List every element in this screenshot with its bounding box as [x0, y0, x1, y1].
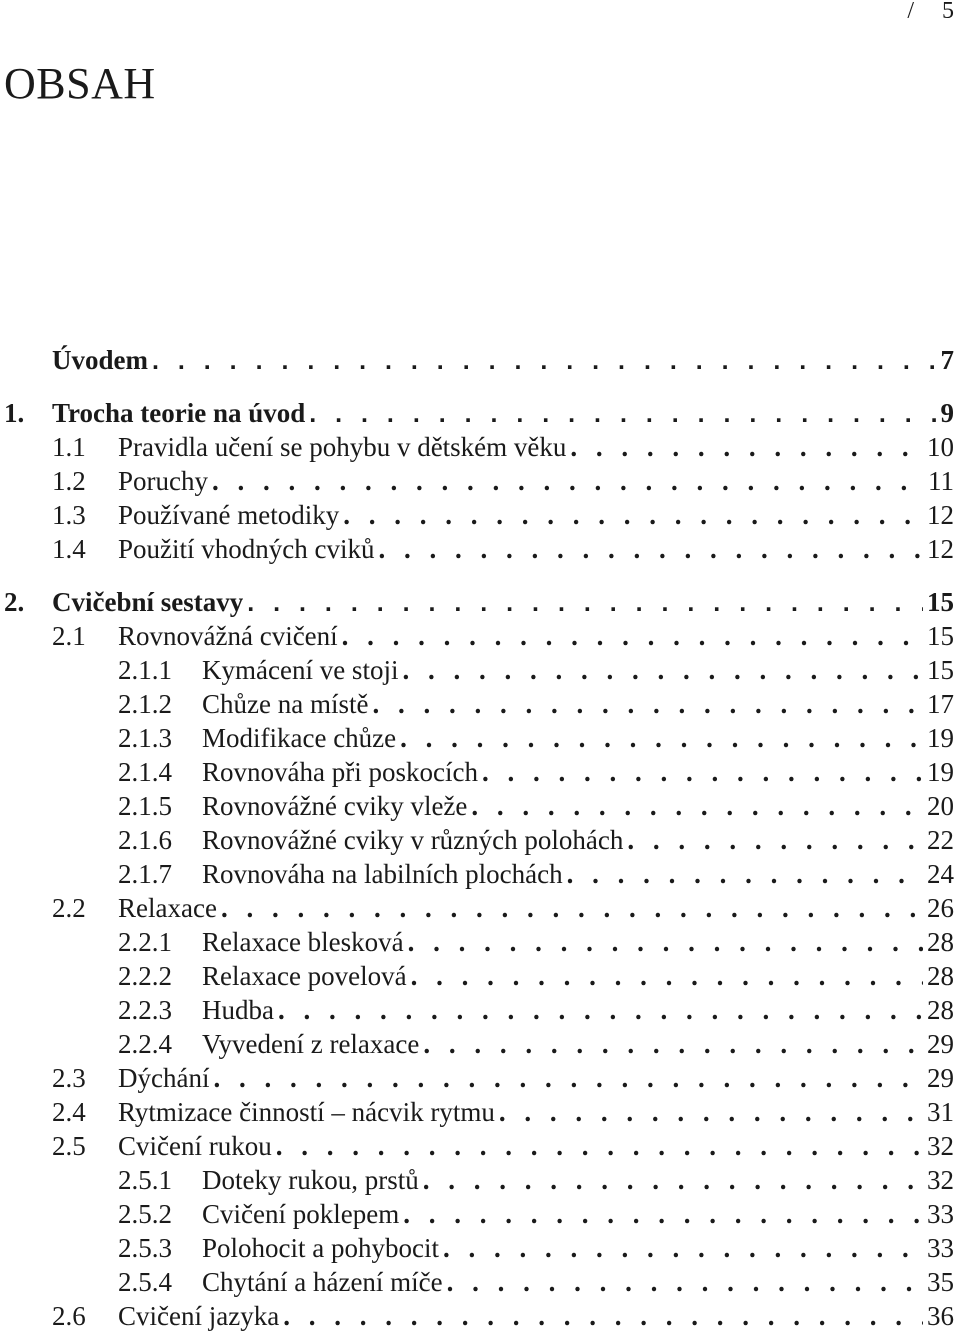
- toc-entry-number: 2.1.6: [118, 825, 172, 855]
- dot-leader: [283, 1299, 923, 1333]
- toc-entry-label: Relaxace blesková: [202, 927, 404, 957]
- toc-entry-page: 35: [927, 1267, 954, 1297]
- toc-entry-label: Modifikace chůze: [202, 723, 397, 753]
- toc-entry-page: 32: [927, 1131, 954, 1161]
- toc-entry-number: 2.1.2: [118, 689, 172, 719]
- toc-entry-2-1-4[interactable]: [118, 755, 954, 789]
- toc-entry-2-6[interactable]: [52, 1299, 954, 1333]
- toc-entry-2-2[interactable]: [52, 891, 954, 925]
- toc-entry-label: Rytmizace činností – nácvik rytmu: [118, 1097, 495, 1127]
- dot-leader: [567, 857, 923, 891]
- toc-entry-number: 2.5.2: [118, 1199, 172, 1229]
- toc-entry-page: 33: [927, 1199, 954, 1229]
- dot-leader: [276, 1129, 923, 1163]
- toc-entry-chapter-2[interactable]: [4, 585, 954, 619]
- toc-entry-page: 33: [927, 1233, 954, 1263]
- dot-leader: [408, 925, 923, 959]
- toc-entry-2-2-2[interactable]: [118, 959, 954, 993]
- toc-entry-page: 28: [927, 961, 954, 991]
- dot-leader: [570, 430, 923, 464]
- toc-entry-2-5-2[interactable]: [118, 1197, 954, 1231]
- toc-entry-number: 2.5: [52, 1131, 86, 1161]
- toc-entry-number: 1.1: [52, 432, 86, 462]
- toc-entry-number: 2.5.3: [118, 1233, 172, 1263]
- toc-entry-label: Cvičení rukou: [118, 1131, 272, 1161]
- toc-entry-number: 2.1.1: [118, 655, 172, 685]
- toc-entry-number: 2.1.5: [118, 791, 172, 821]
- dot-leader: [423, 1163, 923, 1197]
- toc-entry-number: 2.: [4, 587, 25, 617]
- page-header: [907, 0, 954, 25]
- toc-entry-label: Rovnovážné cviky vleže: [202, 791, 468, 821]
- toc-entry-page: 15: [927, 655, 954, 685]
- toc-entry-number: 2.1.3: [118, 723, 172, 753]
- toc-entry-2-2-3[interactable]: [118, 993, 954, 1027]
- page-title: OBSAH: [4, 59, 156, 108]
- dot-leader: [372, 687, 923, 721]
- toc-entry-label: Kymácení ve stoji: [202, 655, 399, 685]
- toc-entry-page: 19: [927, 723, 954, 753]
- toc-entry-page: 9: [940, 398, 954, 428]
- toc-entry-page: 31: [927, 1097, 954, 1127]
- page-number: 5: [942, 0, 954, 24]
- toc-entry-page: 10: [927, 432, 954, 462]
- toc-entry-page: 7: [940, 345, 954, 375]
- toc-entry-2-2-4[interactable]: [118, 1027, 954, 1061]
- toc-entry-number: 2.1.7: [118, 859, 172, 889]
- toc-entry-page: 19: [927, 757, 954, 787]
- toc-entry-label: Cvičební sestavy: [52, 587, 244, 617]
- dot-leader: [411, 959, 923, 993]
- dot-leader: [402, 653, 923, 687]
- dot-leader: [342, 619, 923, 653]
- dot-leader: [213, 1061, 923, 1095]
- toc-entry-number: 2.5.4: [118, 1267, 172, 1297]
- toc-entry-page: 26: [927, 893, 954, 923]
- toc-entry-label: Polohocit a pohybocit: [202, 1233, 439, 1263]
- toc-entry-label: Úvodem: [52, 345, 148, 375]
- toc-entry-page: 12: [927, 534, 954, 564]
- toc-entry-label: Vyvedení z relaxace: [202, 1029, 420, 1059]
- dot-leader: [403, 1197, 923, 1231]
- toc-entry-2-5-4[interactable]: [118, 1265, 954, 1299]
- toc-entry-label: Rovnovážné cviky v různých polohách: [202, 825, 624, 855]
- toc-entry-2-1[interactable]: [52, 619, 954, 653]
- toc-entry-number: 2.2.2: [118, 961, 172, 991]
- toc-entry-2-1-6[interactable]: [118, 823, 954, 857]
- header-separator: /: [907, 0, 914, 24]
- toc-entry-1-4[interactable]: [52, 532, 954, 566]
- dot-leader: [212, 464, 924, 498]
- toc-entry-number: 2.6: [52, 1301, 86, 1331]
- dot-leader: [443, 1231, 923, 1265]
- toc-entry-page: 28: [927, 995, 954, 1025]
- dot-leader: [343, 498, 923, 532]
- toc-entry-number: 2.2: [52, 893, 86, 923]
- toc-entry-page: 20: [927, 791, 954, 821]
- dot-leader: [482, 755, 923, 789]
- toc-entry-page: 29: [927, 1029, 954, 1059]
- toc-entry-number: 2.3: [52, 1063, 86, 1093]
- toc-entry-page: 29: [927, 1063, 954, 1093]
- toc-entry-label: Použití vhodných cviků: [118, 534, 375, 564]
- toc-entry-page: 22: [927, 825, 954, 855]
- toc-entry-label: Relaxace povelová: [202, 961, 407, 991]
- toc-entry-label: Relaxace: [118, 893, 217, 923]
- toc-entry-number: 2.1.4: [118, 757, 172, 787]
- dot-leader: [471, 789, 923, 823]
- toc-entry-1-3[interactable]: [52, 498, 954, 532]
- toc-entry-page: 28: [927, 927, 954, 957]
- toc-entry-number: 2.4: [52, 1097, 86, 1127]
- toc-entry-label: Rovnováha na labilních plochách: [202, 859, 563, 889]
- toc-entry-page: 12: [927, 500, 954, 530]
- toc-entry-chapter-1[interactable]: [4, 396, 954, 430]
- dot-leader: [378, 532, 923, 566]
- toc-entry-label: Poruchy: [118, 466, 208, 496]
- toc-entry-number: 1.: [4, 398, 25, 428]
- toc-entry-page: 15: [927, 587, 954, 617]
- dot-leader: [400, 721, 923, 755]
- toc-entry-label: Používané metodiky: [118, 500, 340, 530]
- toc-entry-2-5-3[interactable]: [118, 1231, 954, 1265]
- toc-entry-label: Rovnovážná cvičení: [118, 621, 338, 651]
- toc-entry-label: Chůze na místě: [202, 689, 369, 719]
- toc-entry-label: Trocha teorie na úvod: [52, 398, 306, 428]
- toc-entry-2-1-1[interactable]: [118, 653, 954, 687]
- toc-entry-number: 2.5.1: [118, 1165, 172, 1195]
- toc-entry-number: 1.4: [52, 534, 86, 564]
- toc-entry-2-5-1[interactable]: [118, 1163, 954, 1197]
- toc-entry-2-5[interactable]: [52, 1129, 954, 1163]
- dot-leader: [627, 823, 923, 857]
- toc-entry-intro[interactable]: [52, 343, 954, 377]
- toc-entry-2-1-7[interactable]: [118, 857, 954, 891]
- toc-entry-1-1[interactable]: [52, 430, 954, 464]
- toc-entry-label: Hudba: [202, 995, 274, 1025]
- toc-entry-label: Cvičení jazyka: [118, 1301, 280, 1331]
- toc-entry-2-1-3[interactable]: [118, 721, 954, 755]
- dot-leader: [499, 1095, 923, 1129]
- dot-leader: [221, 891, 923, 925]
- toc-entry-label: Dýchání: [118, 1063, 210, 1093]
- toc-entry-number: 1.3: [52, 500, 86, 530]
- toc-entry-page: 32: [927, 1165, 954, 1195]
- toc-entry-1-2[interactable]: [52, 464, 954, 498]
- toc-entry-2-3[interactable]: [52, 1061, 954, 1095]
- toc-entry-2-1-5[interactable]: [118, 789, 954, 823]
- toc-entry-number: 2.2.4: [118, 1029, 172, 1059]
- toc-entry-page: 36: [927, 1301, 954, 1331]
- toc-entry-label: Chytání a házení míče: [202, 1267, 443, 1297]
- toc-entry-label: Doteky rukou, prstů: [202, 1165, 419, 1195]
- toc-entry-label: Pravidla učení se pohybu v dětském věku: [118, 432, 567, 462]
- toc-entry-page: 15: [927, 621, 954, 651]
- dot-leader: [309, 397, 936, 430]
- dot-leader: [247, 586, 923, 619]
- toc-entry-label: Cvičení poklepem: [202, 1199, 400, 1229]
- toc-entry-page: 24: [927, 859, 954, 889]
- dot-leader: [152, 344, 937, 377]
- toc-entry-2-2-1[interactable]: [118, 925, 954, 959]
- toc-entry-number: 2.2.3: [118, 995, 172, 1025]
- toc-entry-number: 1.2: [52, 466, 86, 496]
- toc-entry-2-1-2[interactable]: [118, 687, 954, 721]
- dot-leader: [423, 1027, 923, 1061]
- dot-leader: [447, 1265, 923, 1299]
- toc-entry-number: 2.2.1: [118, 927, 172, 957]
- toc-entry-number: 2.1: [52, 621, 86, 651]
- dot-leader: [278, 993, 923, 1027]
- toc-entry-page: 11: [928, 466, 954, 496]
- toc-entry-2-4[interactable]: [52, 1095, 954, 1129]
- toc-entry-page: 17: [927, 689, 954, 719]
- toc-entry-label: Rovnováha při poskocích: [202, 757, 478, 787]
